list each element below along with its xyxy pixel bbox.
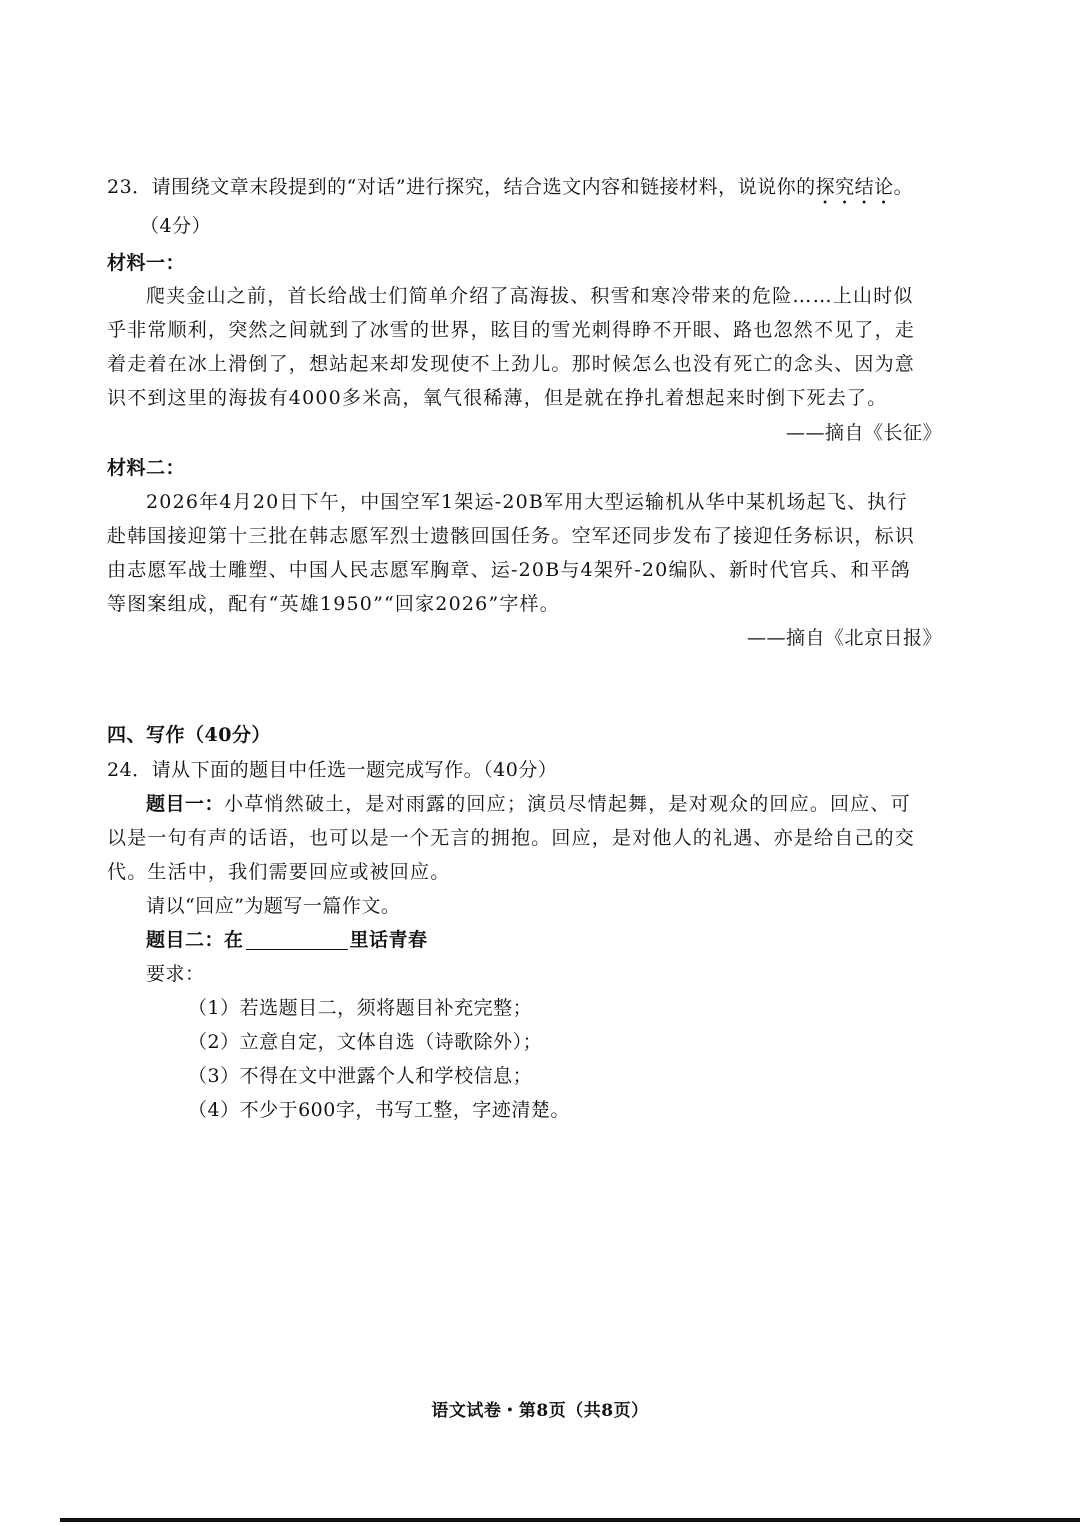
requirement-item: （1）若选题目二，须将题目补充完整； <box>188 997 533 1019</box>
fill-in-blank <box>246 929 348 950</box>
page-footer: 语文试卷・第8页（共8页） <box>431 1401 649 1421</box>
material-2-line: 由志愿军战士雕塑、中国人民志愿军胸章、运-20B与4架歼-20编队、新时代官兵、和平鸽 <box>107 559 911 581</box>
requirement-item: （3）不得在文中泄露个人和学校信息； <box>188 1065 533 1087</box>
topic-1-label: 题目一： <box>146 793 225 815</box>
bottom-divider <box>60 1518 1080 1522</box>
section-4-heading: 四、写作（40分） <box>107 724 271 746</box>
emphasized-phrase: 探究结论 <box>815 176 894 198</box>
question-24: 24．请从下面的题目中任选一题完成写作。（40分） <box>107 759 558 781</box>
material-2-line: 等图案组成，配有“英雄1950”“回家2026”字样。 <box>107 593 560 615</box>
material-1-line: 乎非常顺利，突然之间就到了冰雪的世界，眩目的雪光刺得睁不开眼、路也忽然不见了，走 <box>107 319 916 341</box>
material-2-source: ——摘自《北京日报》 <box>746 627 942 649</box>
question-23-end: 。 <box>893 176 914 198</box>
topic-1-line: 以是一句有声的话语，也可以是一个无言的拥抱。回应，是对他人的礼遇、亦是给自己的交 <box>107 827 916 849</box>
topic-1-instruction: 请以“回应”为题写一篇作文。 <box>146 895 401 917</box>
requirement-item: （2）立意自定，文体自选（诗歌除外）； <box>188 1031 543 1053</box>
topic-2-label: 题目二：在 <box>146 929 244 951</box>
material-1-line: 着走着在冰上滑倒了，想站起来却发现使不上劲儿。那时候怎么也没有死亡的念头、因为意 <box>107 353 916 375</box>
material-1-source: ——摘自《长征》 <box>785 422 942 444</box>
material-1-heading: 材料一： <box>107 252 186 274</box>
requirement-item: （4）不少于600字，书写工整，字迹清楚。 <box>188 1099 570 1121</box>
topic-2-line <box>146 927 428 953</box>
material-2-line: 赴韩国接迎第十三批在韩志愿军烈士遗骸回国任务。空军还同步发布了接迎任务标识，标识 <box>107 525 916 547</box>
question-23 <box>107 174 913 209</box>
question-23-points: （4分） <box>140 215 212 237</box>
topic-1-line <box>146 791 911 817</box>
material-2-line: 2026年4月20日下午，中国空军1架运-20B军用大型运输机从华中某机场起飞、执行 <box>146 491 908 513</box>
topic-1-line: 代。生活中，我们需要回应或被回应。 <box>107 861 451 883</box>
question-23-text: 23．请围绕文章末段提到的“对话”进行探究，结合选文内容和链接材料，说说你的 <box>107 176 816 198</box>
requirements-heading: 要求： <box>146 963 205 985</box>
material-1-line: 爬夹金山之前，首长给战士们简单介绍了高海拔、积雪和寒冷带来的危险……上山时似 <box>146 285 914 307</box>
topic-1-text: 小草悄然破土，是对雨露的回应；演员尽情起舞，是对观众的回应。回应、可 <box>224 793 911 815</box>
topic-2-suffix: 里话青春 <box>349 929 428 951</box>
material-2-heading: 材料二： <box>107 457 186 479</box>
material-1-line: 识不到这里的海拔有4000多米高，氧气很稀薄，但是就在挣扎着想起来时倒下死去了。 <box>107 387 888 409</box>
